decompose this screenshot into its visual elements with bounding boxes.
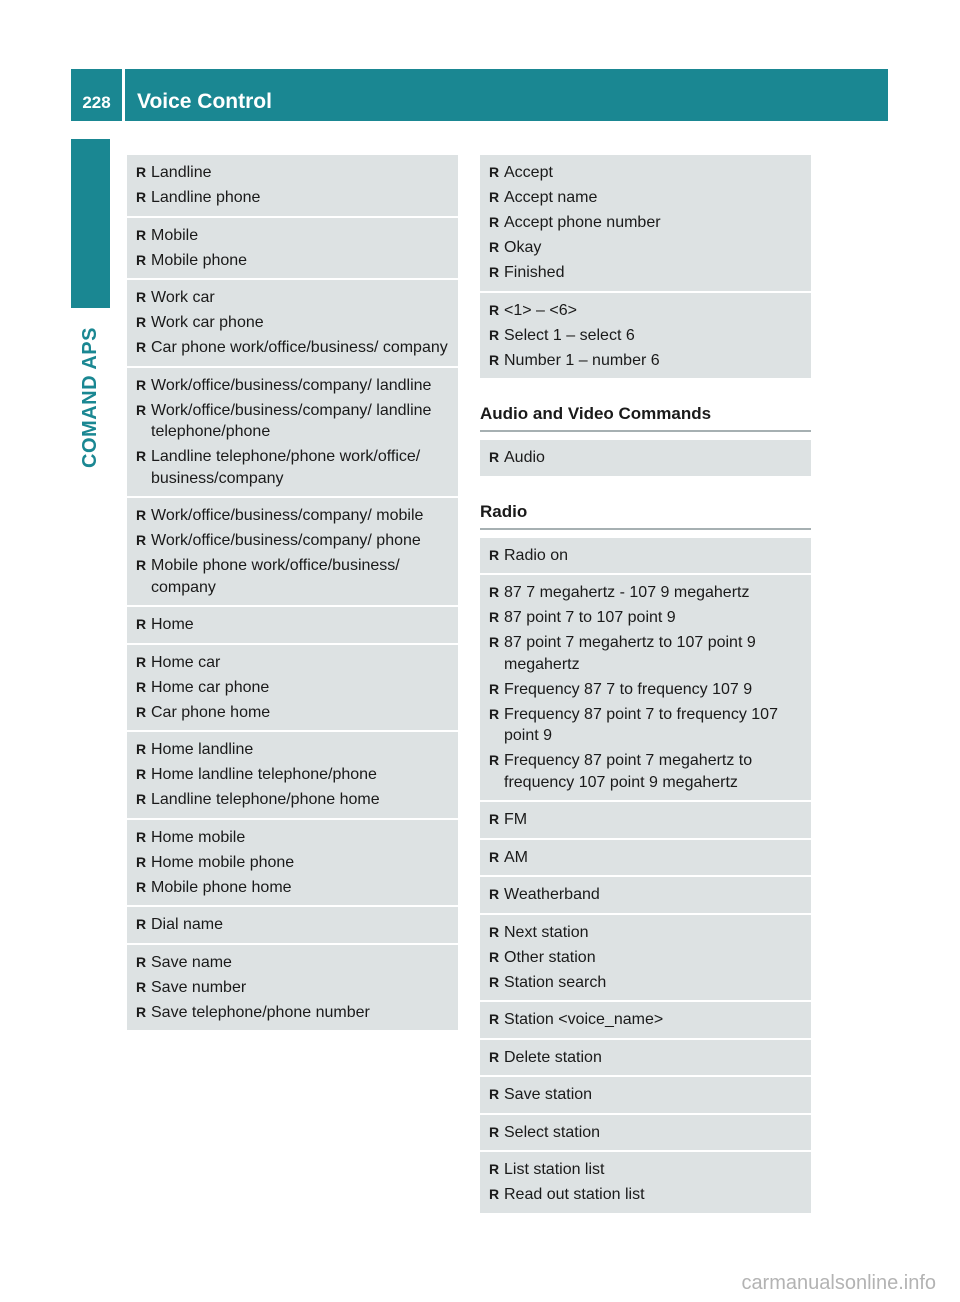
voice-command-item: R Mobile phone work/office/business/ company xyxy=(151,555,450,598)
voice-command-item: R Save name xyxy=(151,952,450,974)
voice-command-item: R Home mobile phone xyxy=(151,852,450,874)
page-number: 228 xyxy=(71,69,125,121)
voice-command-item: R Radio on xyxy=(504,545,803,567)
command-group xyxy=(480,915,811,1003)
command-group xyxy=(127,368,458,499)
voice-command-item: R Finished xyxy=(504,262,803,284)
voice-command-item: R Okay xyxy=(504,237,803,259)
command-group xyxy=(480,1002,811,1040)
command-group xyxy=(127,155,458,218)
voice-command-item: R Home xyxy=(151,614,450,636)
page-header xyxy=(71,69,888,121)
command-group xyxy=(127,820,458,908)
voice-command-item: R Other station xyxy=(504,947,803,969)
voice-command-item: R Read out station list xyxy=(504,1184,803,1206)
command-group xyxy=(127,945,458,1033)
voice-command-item: R Save telephone/phone number xyxy=(151,1002,450,1024)
voice-command-item: R Home mobile xyxy=(151,827,450,849)
command-group xyxy=(480,1040,811,1078)
right-command-column xyxy=(480,155,811,1215)
voice-command-item: R Accept phone number xyxy=(504,212,803,234)
command-group xyxy=(127,645,458,733)
voice-command-item: R Work car phone xyxy=(151,312,450,334)
audio-commands xyxy=(480,440,811,478)
voice-command-item: R Next station xyxy=(504,922,803,944)
voice-command-item: R Save number xyxy=(151,977,450,999)
voice-command-item: R Landline telephone/phone home xyxy=(151,789,450,811)
command-group xyxy=(480,440,811,478)
voice-command-item: R Number 1 – number 6 xyxy=(504,350,803,372)
voice-command-item: R Home car xyxy=(151,652,450,674)
command-group xyxy=(480,155,811,293)
voice-command-item: R Accept name xyxy=(504,187,803,209)
voice-command-item: R 87 point 7 to 107 point 9 xyxy=(504,607,803,629)
voice-command-item: R Dial name xyxy=(151,914,450,936)
command-group xyxy=(127,907,458,945)
voice-command-item: R Save station xyxy=(504,1084,803,1106)
voice-command-item: R Work/office/business/company/ mobile xyxy=(151,505,450,527)
footer-watermark: carmanualsonline.info xyxy=(741,1272,936,1294)
voice-command-item: R <1> – <6> xyxy=(504,300,803,322)
command-group xyxy=(480,1152,811,1215)
left-command-column xyxy=(127,155,458,1032)
voice-command-item: R Car phone work/office/business/ company xyxy=(151,337,450,359)
page-title: Voice Control xyxy=(137,90,272,113)
voice-command-item: R Mobile phone home xyxy=(151,877,450,899)
voice-command-item: R Work/office/business/company/ landline xyxy=(151,375,450,397)
command-group xyxy=(127,280,458,368)
side-tab-label-text: COMAND APS xyxy=(79,326,101,468)
voice-command-item: R Landline phone xyxy=(151,187,450,209)
command-group xyxy=(127,498,458,607)
command-group xyxy=(480,877,811,915)
voice-command-item: R Home landline xyxy=(151,739,450,761)
command-group xyxy=(480,293,811,381)
side-tab-marker xyxy=(71,139,110,308)
voice-command-item: R Car phone home xyxy=(151,702,450,724)
voice-command-item: R Home landline telephone/phone xyxy=(151,764,450,786)
voice-command-item: R 87 point 7 megahertz to 107 point 9 megahertz xyxy=(504,632,803,675)
voice-command-item: R Station <voice_name> xyxy=(504,1009,803,1031)
voice-command-item: R Frequency 87 point 7 megahertz to frequency 107 point 9 megahertz xyxy=(504,750,803,793)
voice-command-item: R Frequency 87 7 to frequency 107 9 xyxy=(504,679,803,701)
voice-command-item: R Accept xyxy=(504,162,803,184)
voice-command-item: R 87 7 megahertz - 107 9 megahertz xyxy=(504,582,803,604)
voice-command-item: R Mobile xyxy=(151,225,450,247)
voice-command-item: R Frequency 87 point 7 to frequency 107 point 9 xyxy=(504,704,803,747)
command-group xyxy=(480,538,811,576)
voice-command-item: R Landline xyxy=(151,162,450,184)
phone-confirm-commands xyxy=(480,155,811,380)
command-group xyxy=(480,840,811,878)
voice-command-item: R FM xyxy=(504,809,803,831)
voice-command-item: R Work car xyxy=(151,287,450,309)
voice-command-item: R Audio xyxy=(504,447,803,469)
voice-command-item: R Weatherband xyxy=(504,884,803,906)
command-group xyxy=(127,732,458,820)
side-tab-label xyxy=(71,318,110,476)
voice-command-item: R Select 1 – select 6 xyxy=(504,325,803,347)
voice-command-item: R Delete station xyxy=(504,1047,803,1069)
command-group xyxy=(480,575,811,802)
command-group xyxy=(480,1115,811,1153)
command-group xyxy=(480,802,811,840)
voice-command-item: R List station list xyxy=(504,1159,803,1181)
section-heading-audio-video: Audio and Video Commands xyxy=(480,380,811,432)
voice-command-item: R Work/office/business/company/ landline telephone/phone xyxy=(151,400,450,443)
voice-command-item: R Home car phone xyxy=(151,677,450,699)
command-group xyxy=(127,218,458,281)
radio-commands xyxy=(480,538,811,1215)
voice-command-item: R Station search xyxy=(504,972,803,994)
voice-command-item: R Select station xyxy=(504,1122,803,1144)
voice-command-item: R Landline telephone/phone work/office/ business/company xyxy=(151,446,450,489)
voice-command-item: R AM xyxy=(504,847,803,869)
command-group xyxy=(480,1077,811,1115)
voice-command-item: R Mobile phone xyxy=(151,250,450,272)
voice-command-item: R Work/office/business/company/ phone xyxy=(151,530,450,552)
section-heading-radio: Radio xyxy=(480,478,811,530)
command-group xyxy=(127,607,458,645)
